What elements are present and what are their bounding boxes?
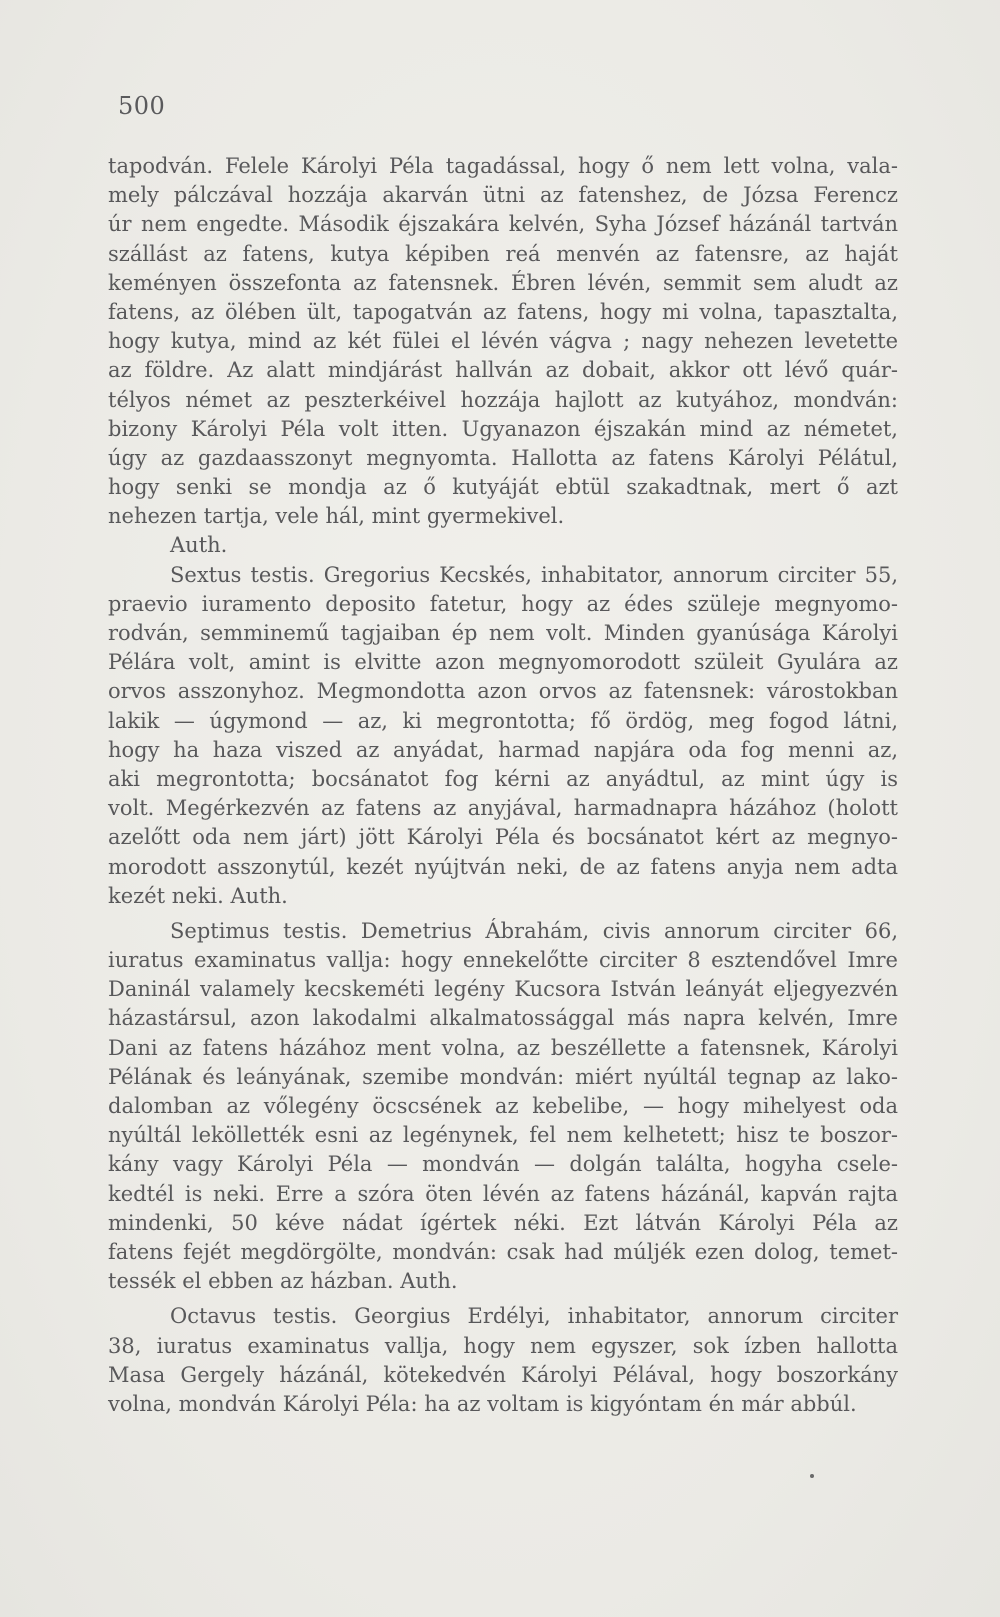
text-line: hogy kutya, mind az két fülei el lévén vágva ; nagy nehezen levetette: [108, 329, 898, 354]
text-line: aki megrontotta; bocsánatot fog kérni az anyádtul, az mint úgy is: [108, 766, 898, 791]
text-line: fatens, az ölében ült, tapogatván az fatens, hogy mi volna, tapasztalta,: [108, 299, 898, 324]
page-number: 500: [118, 92, 166, 120]
text-line: Pélára volt, amint is elvitte azon megnyomorodott szüleit Gyulára az: [108, 650, 898, 675]
text-line: hogy senki se mondja az ő kutyáját ebtül szakadtnak, mert ő azt: [108, 475, 898, 500]
body-text: [108, 152, 898, 1419]
text-line: télyos német az peszterkéivel hozzája hajlott az kutyához, mondván:: [108, 387, 898, 412]
text-line: Daninál valamely kecskeméti legény Kucsora István leányát eljegyezvén: [108, 977, 898, 1002]
text-line: rodván, semminemű tagjaiban ép nem volt. Minden gyanúsága Károlyi: [108, 621, 898, 645]
paragraph-4: [108, 1302, 898, 1419]
text-line: mindenki, 50 kéve nádat ígértek néki. Ezt látván Károlyi Péla az: [108, 1210, 898, 1235]
text-line: Pélának és leányának, szemibe mondván: miért nyúltál tegnap az lako-: [108, 1064, 898, 1089]
text-line: mely pálczával hozzája akarván ütni az fatenshez, de Józsa Ferencz: [108, 183, 898, 208]
text-line: úgy az gazdaasszonyt megnyomta. Hallotta az fatens Károlyi Pélátul,: [108, 445, 898, 470]
text-line: kedtél is neki. Erre a szóra öten lévén az fatens házánál, kapván rajta: [108, 1181, 898, 1206]
text-line: fatens fejét megdörgölte, mondván: csak had múljék ezen dolog, temet-: [108, 1239, 898, 1264]
text-line: volt. Megérkezvén az fatens az anyjával, harmadnapra házához (holott: [108, 796, 898, 821]
auth-line: Auth.: [170, 533, 228, 558]
text-line: Masa Gergely házánál, kötekedvén Károlyi Pélával, hogy boszorkány: [108, 1362, 898, 1387]
text-line: keményen összefonta az fatensnek. Ébren lévén, semmit sem aludt az: [108, 270, 898, 295]
text-line: kány vagy Károlyi Péla — mondván — dolgán találta, hogyha csele-: [108, 1152, 898, 1177]
text-line: szállást az fatens, kutya képiben reá menvén az fatensre, az haját: [108, 241, 898, 266]
paragraph-1: [108, 152, 898, 561]
text-line: hogy ha haza viszed az anyádat, harmad napjára oda fog menni az,: [108, 737, 898, 762]
text-line: lakik — úgymond — az, ki megrontotta; fő ördög, meg fogod látni,: [108, 708, 898, 733]
text-line: Dani az fatens házához ment volna, az beszéllette a fatensnek, Károlyi: [108, 1035, 898, 1060]
text-line: volna, mondván Károlyi Péla: ha az voltam is kigyóntam én már abbúl.: [108, 1391, 857, 1416]
text-line: nyúltál leköllették esni az legénynek, fel nem kelhetett; hisz te boszor-: [108, 1123, 898, 1148]
text-line: bizony Károlyi Péla volt itten. Ugyanazon éjszakán mind az németet,: [108, 416, 898, 441]
text-line: praevio iuramento deposito fatetur, hogy az édes szüleje megnyomo-: [108, 591, 898, 616]
text-line: az földre. Az alatt mindjárást hallván az dobait, akkor ott lévő quár-: [108, 358, 898, 383]
text-line: úr nem engedte. Második éjszakára kelvén, Syha József házánál tartván: [108, 212, 898, 237]
text-line: tessék el ebben az házban. Auth.: [108, 1269, 458, 1294]
paragraph-2: [108, 561, 898, 911]
text-line: házastársul, azon lakodalmi alkalmatossággal más napra kelvén, Imre: [108, 1006, 898, 1031]
text-line: kezét neki. Auth.: [108, 883, 288, 908]
text-line: iuratus examinatus vallja: hogy ennekelőtte circiter 8 esztendővel Imre: [108, 948, 898, 973]
ink-speck: [810, 1474, 814, 1478]
text-line: azelőtt oda nem járt) jött Károlyi Péla és bocsánatot kért az megnyo-: [108, 825, 898, 850]
text-line: Septimus testis. Demetrius Ábrahám, civis annorum circiter 66,: [170, 918, 898, 943]
text-line: dalomban az vőlegény öcscsének az kebelibe, — hogy mihelyest oda: [108, 1094, 898, 1118]
text-line: Octavus testis. Georgius Erdélyi, inhabitator, annorum circiter: [170, 1304, 898, 1329]
text-line: Sextus testis. Gregorius Kecskés, inhabitator, annorum circiter 55,: [170, 562, 898, 587]
text-line: 38, iuratus examinatus vallja, hogy nem egyszer, sok ízben hallotta: [108, 1333, 898, 1358]
paragraph-3: [108, 917, 898, 1296]
text-line: nehezen tartja, vele hál, mint gyermekivel.: [108, 504, 565, 529]
text-line: tapodván. Felele Károlyi Péla tagadással, hogy ő nem lett volna, vala-: [108, 154, 898, 178]
text-line: morodott asszonytúl, kezét nyújtván neki, de az fatens anyja nem adta: [108, 854, 898, 879]
text-line: orvos asszonyhoz. Megmondotta azon orvos az fatensnek: várostokban: [108, 679, 898, 704]
